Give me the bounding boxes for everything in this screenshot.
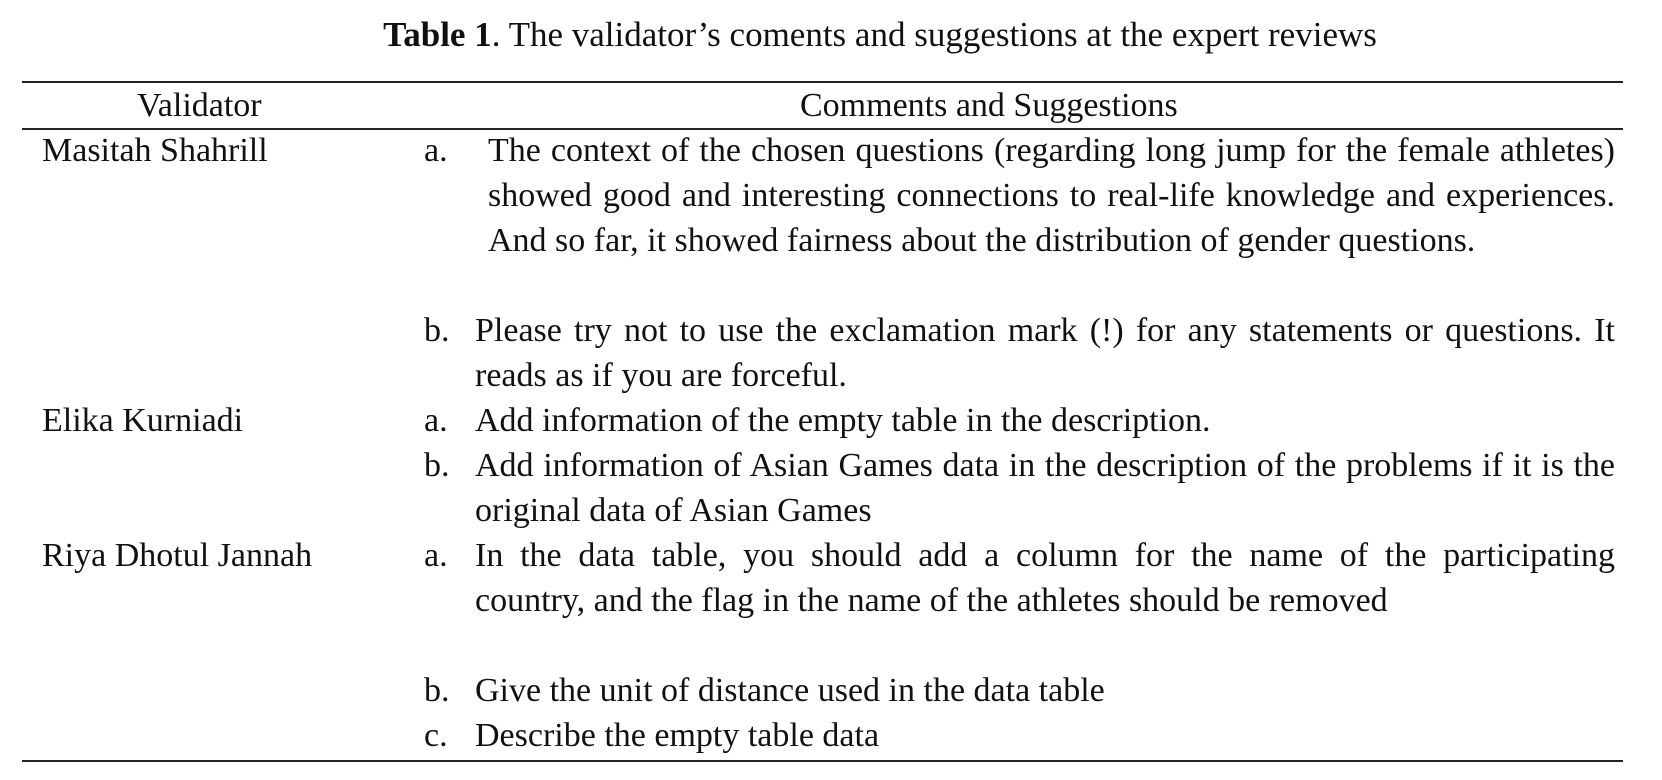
comment-text: The context of the chosen questions (regarding long jump for the female athletes) showed good and interesting connections to real-life knowledge and experiences. And so far, it showed fairness about the distribution of gender questions. [488,132,1615,259]
validator-name: Masitah Shahrill [42,132,268,169]
validator-name: Riya Dhotul Jannah [42,537,313,574]
comment-text: Give the unit of distance used in the data table [475,672,1105,709]
validator-name: Elika Kurniadi [42,402,244,439]
comment-text: Please try not to use the exclamation mark (!) for any statements or questions. It reads as if you are forceful. [475,312,1615,394]
comment-text: Add information of the empty table in the description. [475,402,1211,439]
comment-text: In the data table, you should add a column for the name of the participating country, and the flag in the name of the athletes should be removed [475,537,1615,619]
comment-text: Describe the empty table data [475,717,880,754]
bottom-rule [22,760,1623,762]
table-caption [0,12,1662,58]
comment-text: Add information of Asian Games data in the description of the problems if it is the original data of Asian Games [475,447,1615,529]
comment-marker: a. [424,537,448,574]
comment-marker: b. [424,447,450,484]
comment-marker: b. [424,672,450,709]
header-comments: Comments and Suggestions [800,87,1178,124]
table-label: Table 1 [383,15,492,54]
comment-marker: b. [424,312,450,349]
table-caption-text: . The validator’s coments and suggestions at the expert reviews [491,15,1377,54]
comment-marker: a. [424,132,448,169]
comment-marker: c. [424,717,448,754]
header-validator: Validator [137,87,262,124]
comment-marker: a. [424,402,448,439]
